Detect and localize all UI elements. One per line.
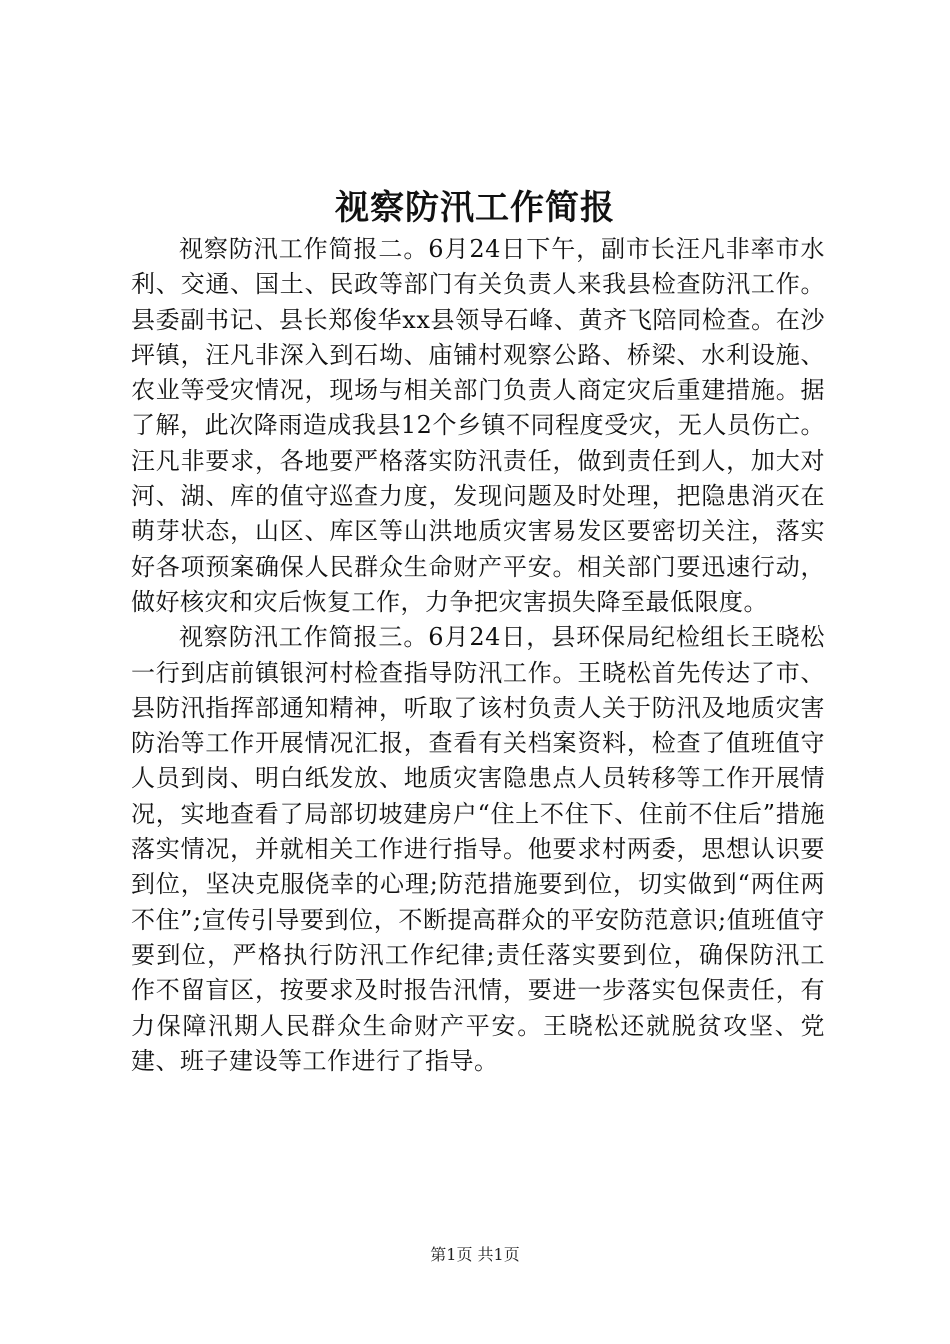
paragraph-report-three: 视察防汛工作简报三。6月24日，县环保局纪检组长王晓松一行到店前镇银河村检查指导防汛工作。王晓松首先传达了市、县防汛指挥部通知精神，听取了该村负责人关于防汛及地质灾害防治等工作开展情况汇报，查看有关档案资料，检查了值班值守人员到岗、明白纸发放、地质灾害隐患点人员转移等工作开展情况，实地查看了局部切坡建房户“住上不住下、住前不住后”措施落实情况，并就相关工作进行指导。他要求村两委，思想认识要到位，坚决克服侥幸的心理;防范措施要到位，切实做到“两住两不住”;宣传引导要到位，不断提高群众的平安防范意识;值班值守要到位，严格执行防汛工作纪律;责任落实要到位，确保防汛工作不留盲区，按要求及时报告汛情，要进一步落实包保责任，有力保障汛期人民群众生命财产平安。王晓松还就脱贫攻坚、党建、班子建设等工作进行了指导。 — [131, 623, 825, 1075]
document-title: 视察防汛工作简报 — [335, 188, 615, 228]
page-number-footer: 第1页 共1页 — [430, 1245, 520, 1264]
document-body — [131, 232, 825, 1079]
paragraph-report-two: 视察防汛工作简报二。6月24日下午，副市长汪凡非率市水利、交通、国土、民政等部门有关负责人来我县检查防汛工作。县委副书记、县长郑俊华xx县领导石峰、黄齐飞陪同检查。在沙坪镇，汪凡非深入到石坳、庙铺村观察公路、桥梁、水利设施、农业等受灾情况，现场与相关部门负责人商定灾后重建措施。据了解，此次降雨造成我县12个乡镇不同程度受灾，无人员伤亡。汪凡非要求，各地要严格落实防汛责任，做到责任到人，加大对河、湖、库的值守巡查力度，发现问题及时处理，把隐患消灭在萌芽状态，山区、库区等山洪地质灾害易发区要密切关注，落实好各项预案确保人民群众生命财产平安。相关部门要迅速行动，做好核灾和灾后恢复工作，力争把灾害损失降至最低限度。 — [131, 235, 825, 616]
